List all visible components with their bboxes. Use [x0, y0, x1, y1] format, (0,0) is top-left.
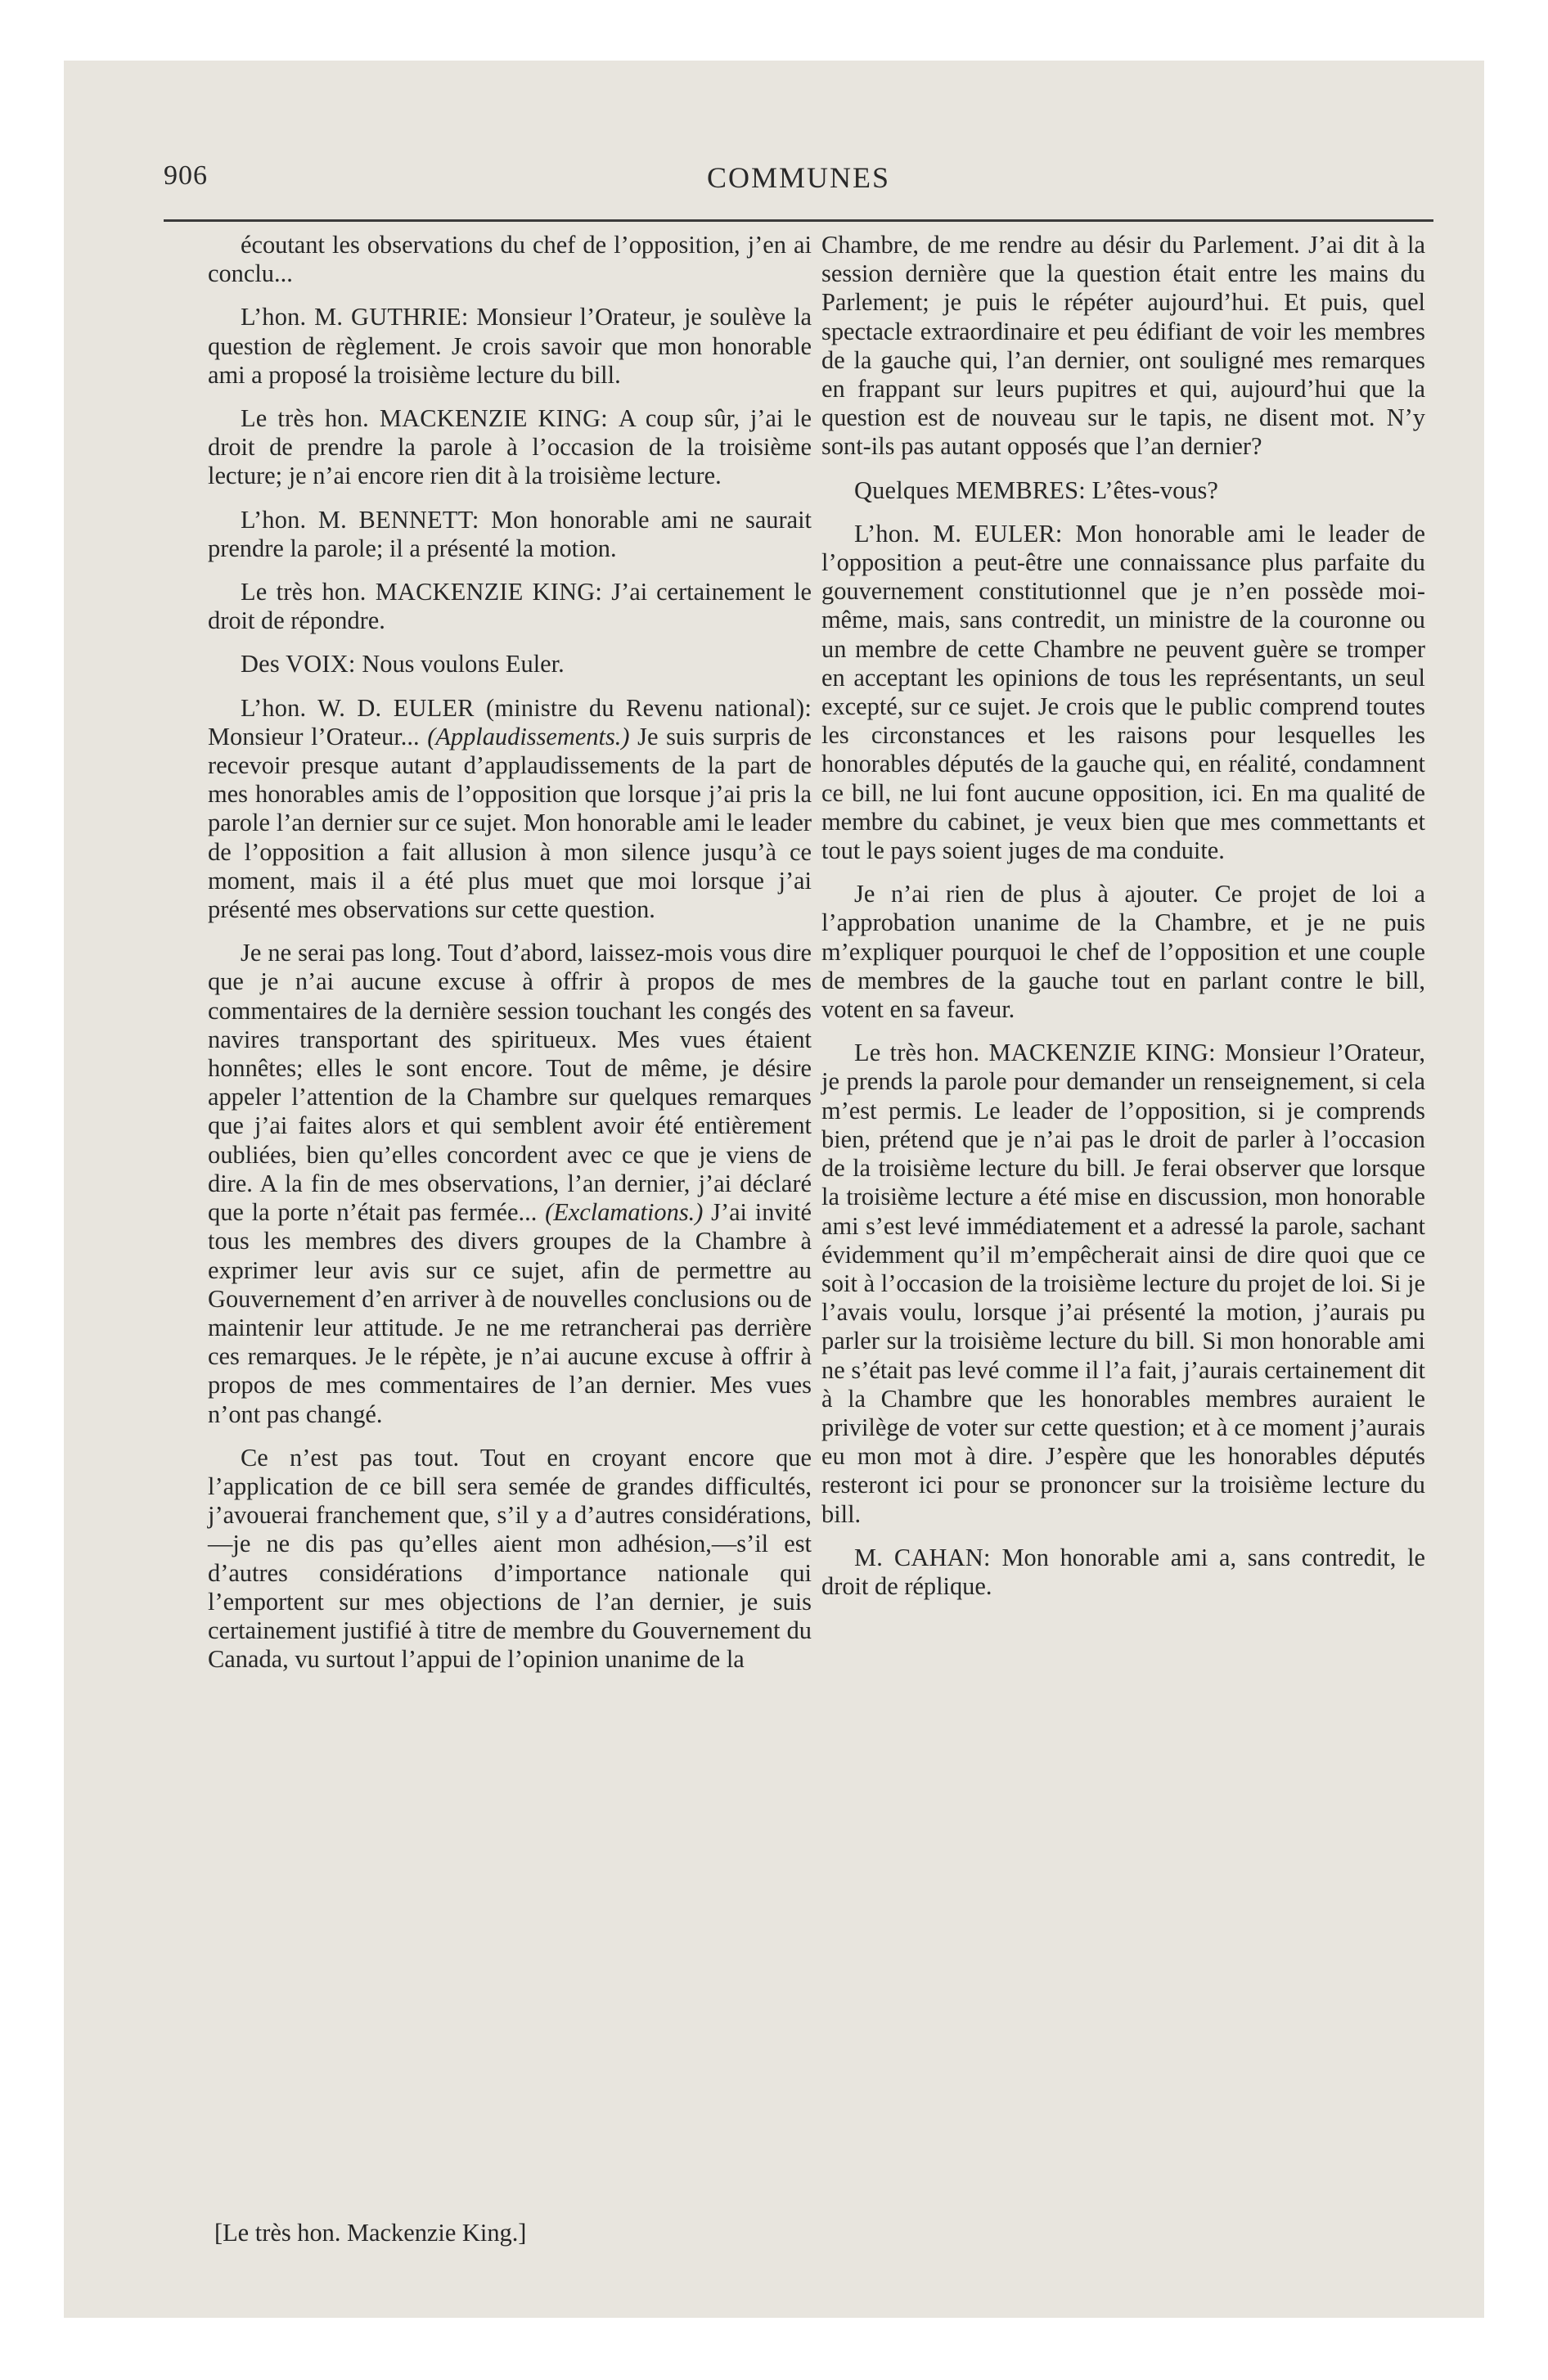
paragraph-text: Je n’ai rien de plus à ajouter. Ce projet de loi a l’approbation unanime de la Chambre, et je ne puis m’expliquer pourquoi le chef de l’opposition et une couple de membres de la gauche tout en parlant contre le bill, votent en sa faveur.: [821, 880, 1425, 1024]
paragraph: [208, 939, 812, 1428]
paragraph-text: Je suis surpris de recevoir presque autant d’applaudissements de la part de mes honorables amis de l’opposition que lorsque j’ai pris la parole l’an dernier sur ce sujet. Mon honorable ami le leader de l’opposition a fait allusion à mon silence jusqu’à ce moment, mais il a été plus muet que moi lorsque j’ai présenté mes observations sur cette question.: [208, 722, 812, 924]
paragraph: [208, 506, 812, 563]
speaker-name: Des VOIX:: [241, 650, 362, 678]
paragraph-text: Mon honorable ami a, sans contredit, le droit de réplique.: [821, 1543, 1425, 1600]
paragraph-text: L’êtes-vous?: [1091, 476, 1218, 504]
paragraph: [208, 1444, 812, 1675]
paragraph-text: J’ai certainement le droit de répondre.: [208, 578, 812, 635]
paragraph: [821, 520, 1425, 865]
paragraph-text: Mon honorable ami le leader de l’opposition a peut-être une connaissance plus parfaite du gouvernement constitutionnel que je n’en possède moimême, mais, sans contredit, un ministre de la couronne ou un membre de cette Chambre ne peuvent guère se tromper en acceptant les opinions de tous les représentants, un seul excepté, sur ce sujet. Je crois que le public comprend toutes les circonstances et les raisons pour lesquelles les honorables députés de la gauche qui, en réalité, condamnent ce bill, ne lui font aucune opposition, ici. En ma qualité de membre du cabinet, je veux bien que mes commettants et tout le pays soient juges de ma conduite.: [821, 519, 1425, 865]
paragraph-text: J’ai invité tous les membres des divers groupes de la Chambre à exprimer leur avis sur ce sujet, afin de permettre au Gouvernement d’en arriver à de nouvelles conclusions ou de maintenir leur attitude. Je ne me retrancherai pas derrière ces remarques. Je le répète, je n’ai aucune excuse à offrir à propos de mes commentaires de l’an dernier. Mes vues n’ont pas changé.: [208, 1198, 812, 1428]
paragraph-text: Monsieur l’Orateur, je prends la parole pour demander un renseignement, si cela m’est permis. Le leader de l’opposition, si je comprends bien, prétend que je n’ai pas le droit de parler à l’occasion de la troisième lecture du bill. Je ferai observer que lorsque la troisième lecture a été mise en discussion, mon honorable ami s’est levé immédiatement et a adressé la parole, sachant évidemment qu’il m’empêcherait ainsi de dire quoi que ce soit à l’occasion de la troisième lecture du projet de loi. Si je l’avais voulu, lorsque j’ai présenté la motion, j’aurais pu parler sur la troisième lecture du bill. Si mon honorable ami ne s’était pas levé comme il l’a fait, j’aurais certainement dit à la Chambre que les honorables membres auraient le privilège de voter sur cette question; et à ce moment j’aurais eu mon mot à dire. J’espère que les honorables députés resteront ici pour se prononcer sur la troisième lecture du bill.: [821, 1039, 1425, 1528]
speaker-name: L’hon. W. D. EULER (ministre du Revenu national):: [241, 693, 812, 722]
paragraph: [208, 578, 812, 635]
paragraph-text: Ce n’est pas tout. Tout en croyant encore que l’application de ce bill sera semée de grandes difficultés, j’avouerai franchement que, s’il y a d’autres considérations,—je ne dis pas qu’elles aient mon adhésion,—s’il est d’autres considérations d’importance nationale qui l’emportent sur mes objections de l’an dernier, je suis certainement justifié à titre de membre du Gouvernement du Canada, vu surtout l’appui de l’opinion unanime de la: [208, 1443, 812, 1674]
paragraph: [821, 476, 1425, 505]
italic-aside: (Exclamations.): [545, 1198, 704, 1227]
speaker-name: L’hon. M. GUTHRIE:: [241, 303, 477, 331]
paragraph-text: Chambre, de me rendre au désir du Parlement. J’ai dit à la session dernière que la question était entre les mains du Parlement; je puis le répéter aujourd’hui. Et puis, quel spectacle extraordinaire et peu édifiant de voir les membres de la gauche qui, l’an dernier, ont souligné mes remarques en frappant sur leurs pupitres et qui, aujourd’hui que la question est de nouveau sur le tapis, ne disent mot. N’y sont-ils pas autant opposés que l’an dernier?: [821, 231, 1425, 461]
paragraph: [208, 650, 812, 678]
speaker-name: Le très hon. MACKENZIE KING:: [854, 1039, 1225, 1067]
paragraph-text: Monsieur l’Orateur...: [208, 722, 420, 751]
speaker-name: Le très hon. MACKENZIE KING:: [241, 578, 612, 606]
page-header: [164, 160, 1433, 201]
speaker-name: L’hon. M. BENNETT:: [241, 505, 492, 534]
paragraph: [821, 1039, 1425, 1528]
italic-aside: (Applaudissements.): [427, 722, 630, 751]
paragraph-text: Nous voulons Euler.: [362, 650, 565, 678]
paragraph: [821, 231, 1425, 462]
paragraph: [821, 1544, 1425, 1601]
speaker-name: Quelques MEMBRES:: [854, 476, 1092, 504]
paragraph: [208, 231, 812, 288]
left-column: [208, 231, 812, 1688]
page-number: 906: [164, 160, 208, 191]
paragraph: [821, 880, 1425, 1024]
paragraph-text: A coup sûr, j’ai le droit de prendre la parole à l’occasion de la troisième lecture; je n’ai encore rien dit à la troisième lecture.: [208, 404, 812, 490]
paragraph: [208, 303, 812, 390]
paragraph: [208, 404, 812, 491]
speaker-name: L’hon. M. EULER:: [854, 519, 1076, 548]
paragraph-text: écoutant les observations du chef de l’opposition, j’en ai conclu...: [208, 231, 812, 288]
paragraph-text: Monsieur l’Orateur, je soulève la question de règlement. Je crois savoir que mon honorable ami a proposé la troisième lecture du bill.: [208, 303, 812, 389]
paragraph-text: Je ne serai pas long. Tout d’abord, laissez-mois vous dire que je n’ai aucune excuse à offrir à propos de mes commentaires de la dernière session touchant les congés des navires transportant des spiritueux. Mes vues étaient honnêtes; elles le sont encore. Tout de même, je désire appeler l’attention de la Chambre sur quelques remarques que j’ai faites alors et qui semblent avoir été entièrement oubliées, bien qu’elles concordent avec ce que je viens de dire. A la fin de mes observations, l’an dernier, j’ai déclaré que la porte n’était pas fermée...: [208, 939, 812, 1227]
header-rule: [164, 219, 1433, 222]
speaker-name: M. CAHAN:: [854, 1543, 1002, 1571]
right-column: [821, 231, 1425, 1616]
footer-attribution: [Le très hon. Mackenzie King.]: [214, 2219, 527, 2247]
running-title: COMMUNES: [706, 161, 891, 194]
speaker-name: Le très hon. MACKENZIE KING:: [241, 404, 619, 433]
paragraph-text: Mon honorable ami ne saurait prendre la parole; il a présenté la motion.: [208, 505, 812, 562]
paragraph: [208, 694, 812, 925]
